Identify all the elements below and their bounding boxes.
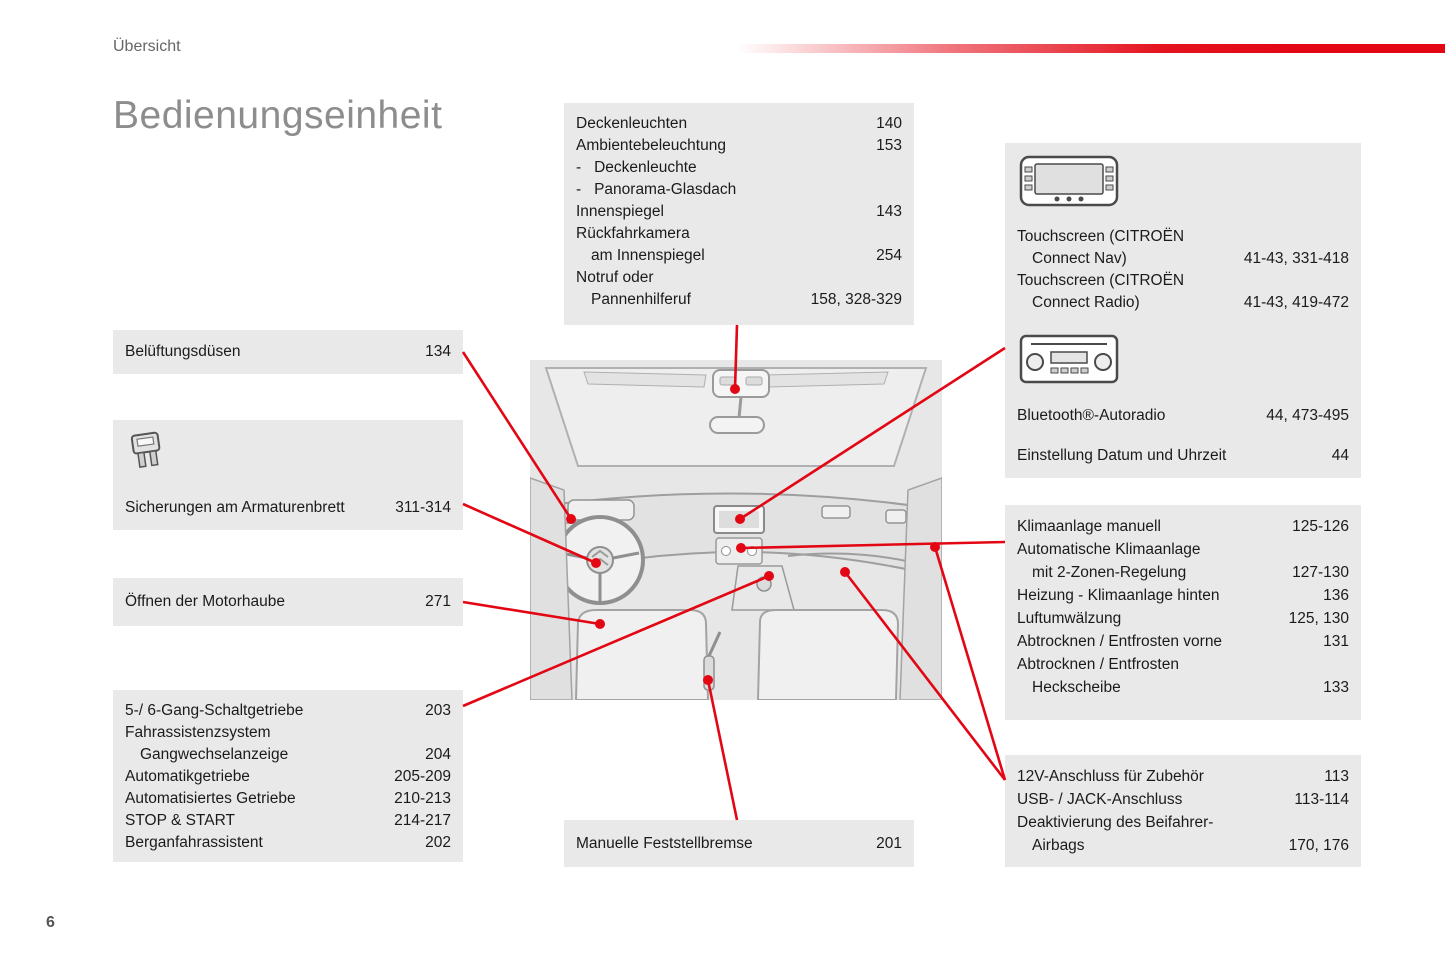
manual-entry	[1017, 405, 1349, 427]
touchscreen-icon-svg	[1019, 155, 1119, 207]
entry-pages: 170, 176	[1288, 837, 1349, 854]
callout-roof-lights	[564, 103, 914, 325]
entry-label: STOP & START	[125, 812, 235, 829]
entry-pages: 143	[876, 203, 902, 220]
entry-pages: 44, 473-495	[1266, 407, 1349, 424]
manual-entry	[576, 135, 902, 157]
page-number: 6	[46, 914, 55, 931]
entry-label: Automatisiertes Getriebe	[125, 790, 296, 807]
entry-label: Heizung - Klimaanlage hinten	[1017, 587, 1220, 604]
manual-entry	[1017, 676, 1349, 699]
entry-label: Berganfahrassistent	[125, 834, 263, 851]
manual-entry	[1017, 607, 1349, 630]
entry-label: Touchscreen (CITROËN	[1017, 272, 1185, 289]
entry-label: Deckenleuchten	[576, 115, 688, 132]
entry-label: Bluetooth®-Autoradio	[1017, 407, 1166, 424]
manual-entry	[1017, 270, 1349, 292]
entry-label: 12V-Anschluss für Zubehör	[1017, 768, 1204, 785]
manual-entry	[576, 289, 902, 311]
entry-label: Ambientebeleuchtung	[576, 137, 726, 154]
entry-pages: 131	[1323, 633, 1349, 650]
entry-label: Fahrassistenzsystem	[125, 724, 271, 741]
entry-label: Automatische Klimaanlage	[1017, 541, 1201, 558]
entry-pages: 133	[1323, 679, 1349, 696]
callout-gearbox	[113, 690, 463, 862]
manual-entry	[1017, 653, 1349, 676]
car-radio-icon	[1019, 332, 1349, 393]
entry-pages: 113	[1324, 768, 1349, 785]
manual-entry	[1017, 292, 1349, 314]
manual-entry	[125, 341, 451, 363]
entry-label: USB- / JACK-Anschluss	[1017, 791, 1183, 808]
entry-label: am Innenspiegel	[591, 247, 705, 264]
callout-handbrake	[564, 820, 914, 867]
manual-entry	[125, 591, 451, 613]
entry-pages: 136	[1323, 587, 1349, 604]
callout-climate	[1005, 505, 1361, 720]
fuse-icon-svg	[127, 430, 167, 476]
entry-label: 5-/ 6-Gang-Schaltgetriebe	[125, 702, 304, 719]
entry-pages: 44	[1331, 447, 1349, 464]
entry-pages: 41-43, 331-418	[1243, 250, 1349, 267]
entry-label: Connect Nav)	[1032, 250, 1127, 267]
entry-pages: 41-43, 419-472	[1243, 294, 1349, 311]
manual-entry	[1017, 248, 1349, 270]
entry-label: Luftumwälzung	[1017, 610, 1122, 627]
page-title: Bedienungseinheit	[113, 94, 443, 137]
entry-label: Gangwechselanzeige	[140, 746, 289, 763]
entry-pages: 214-217	[394, 812, 451, 829]
entry-label: Touchscreen (CITROËN	[1017, 228, 1185, 245]
entry-pages: 204	[425, 746, 451, 763]
manual-entry	[1017, 226, 1349, 248]
entry-label: Pannenhilferuf	[591, 291, 691, 308]
manual-entry	[125, 788, 451, 810]
manual-entry	[1017, 630, 1349, 653]
manual-entry	[576, 223, 902, 245]
entry-label: Innenspiegel	[576, 203, 664, 220]
entry-label: Rückfahrkamera	[576, 225, 690, 242]
entry-label: - Panorama-Glasdach	[576, 181, 737, 198]
entry-label: Abtrocknen / Entfrosten	[1017, 656, 1179, 673]
entry-label: Notruf oder	[576, 269, 654, 286]
dashboard-interior-illustration	[530, 360, 942, 700]
manual-entry	[1017, 538, 1349, 561]
entry-label: Sicherungen am Armaturenbrett	[125, 499, 345, 516]
manual-entry	[1017, 515, 1349, 538]
entry-pages: 140	[876, 115, 902, 132]
callout-sockets	[1005, 755, 1361, 867]
manual-entry	[1017, 788, 1349, 811]
manual-entry	[1017, 765, 1349, 788]
dashboard-illustration-svg	[530, 360, 942, 700]
entry-label: Einstellung Datum und Uhrzeit	[1017, 447, 1227, 464]
manual-entry	[125, 766, 451, 788]
entry-label: Manuelle Feststellbremse	[576, 834, 753, 852]
entry-pages: 127-130	[1292, 564, 1349, 581]
callout-touchscreen-radio	[1005, 143, 1361, 478]
entry-pages: 311-314	[395, 499, 451, 516]
manual-entry	[125, 722, 451, 744]
manual-entry	[576, 833, 902, 855]
entry-pages: 201	[876, 834, 902, 852]
entry-label: Abtrocknen / Entfrosten vorne	[1017, 633, 1223, 650]
manual-entry	[125, 744, 451, 766]
manual-entry	[576, 245, 902, 267]
manual-entry	[576, 157, 902, 179]
fuse-icon	[127, 430, 451, 483]
manual-entry	[125, 832, 451, 854]
entry-label: mit 2-Zonen-Regelung	[1032, 564, 1187, 581]
entry-pages: 254	[876, 247, 902, 264]
manual-entry	[576, 201, 902, 223]
entry-label: Klimaanlage manuell	[1017, 518, 1161, 535]
entry-pages: 158, 328-329	[810, 291, 902, 308]
section-header: Übersicht	[113, 38, 181, 55]
manual-entry	[1017, 834, 1349, 857]
callout-fuses	[113, 420, 463, 530]
entry-pages: 125, 130	[1288, 610, 1349, 627]
entry-pages: 205-209	[394, 768, 451, 785]
manual-entry	[1017, 584, 1349, 607]
touchscreen-icon	[1019, 155, 1349, 214]
entry-pages: 202	[425, 834, 451, 851]
manual-entry	[125, 700, 451, 722]
car-radio-icon-svg	[1019, 332, 1119, 386]
entry-pages: 125-126	[1292, 518, 1349, 535]
entry-pages: 210-213	[394, 790, 451, 807]
entry-pages: 134	[425, 343, 451, 360]
accent-bar	[737, 44, 1445, 53]
entry-label: Belüftungsdüsen	[125, 343, 241, 360]
manual-entry	[1017, 445, 1349, 467]
manual-entry	[125, 810, 451, 832]
entry-label: Automatikgetriebe	[125, 768, 250, 785]
manual-entry	[576, 113, 902, 135]
entry-label: Airbags	[1032, 837, 1085, 854]
callout-air-vents	[113, 330, 463, 374]
callout-hood	[113, 578, 463, 626]
entry-pages: 271	[425, 593, 451, 610]
entry-pages: 153	[876, 137, 902, 154]
entry-label: Öffnen der Motorhaube	[125, 593, 285, 610]
manual-entry	[125, 497, 451, 519]
entry-label: Heckscheibe	[1032, 679, 1121, 696]
manual-entry	[1017, 561, 1349, 584]
manual-entry	[1017, 811, 1349, 834]
entry-label: - Deckenleuchte	[576, 159, 697, 176]
entry-pages: 113-114	[1294, 791, 1349, 808]
entry-label: Deaktivierung des Beifahrer-	[1017, 814, 1214, 831]
entry-label: Connect Radio)	[1032, 294, 1140, 311]
entry-pages: 203	[425, 702, 451, 719]
manual-entry	[576, 267, 902, 289]
manual-entry	[576, 179, 902, 201]
